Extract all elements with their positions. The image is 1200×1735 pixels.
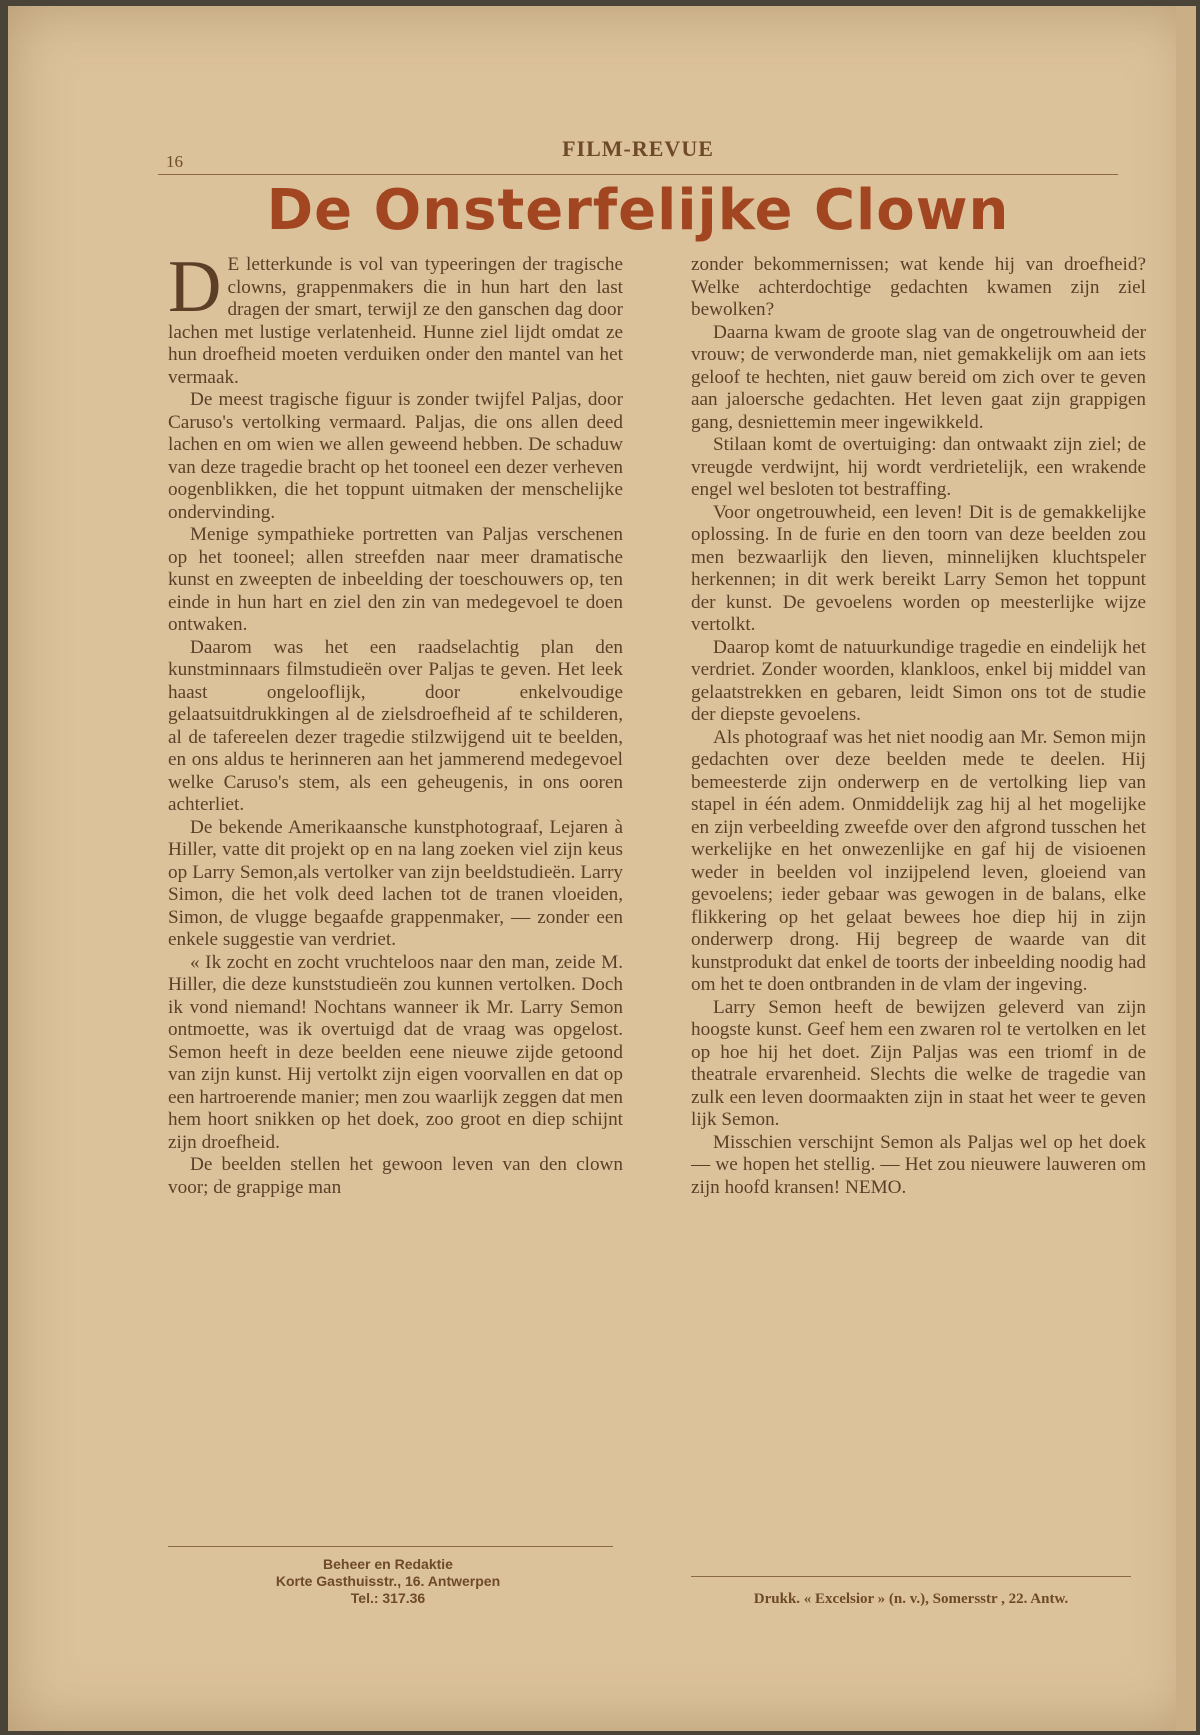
article-paragraph: D E letterkunde is vol van typeeringen der tragische clowns, grappenmakers die in hun hart den last dragen der smart, terwijl ze den ganschen dag door lachen met lustige verlatenheid. Hunne ziel lijdt omdat ze hun droefheid moeten verduiken onder den mantel van het vermaak. [168, 254, 623, 388]
footer-rule-left [168, 1546, 613, 1547]
page-number: 16 [166, 152, 183, 171]
article-column-left [168, 254, 623, 1544]
header-rule [158, 174, 1118, 175]
article-paragraph: Daarop komt de natuurkundige tragedie en eindelijk het verdriet. Zonder woorden, klankloos, enkel bij middel van gelaatstrekken en gebaren, leidt Simon ons tot de studie der diepste gevoelens. [691, 636, 1146, 725]
publisher-address: Korte Gasthuisstr., 16. Antwerpen [275, 1573, 501, 1589]
publisher-info [208, 1556, 568, 1607]
publisher-line: Beheer en Redaktie [323, 1556, 453, 1572]
article-paragraph: De meest tragische figuur is zonder twijfel Paljas, door Caruso's vertolking vermaard. Paljas, die ons allen deed lachen en om wien we allen geweend hebben. De schaduw van deze tragedie bracht op het tooneel een dezer verheven oogenblikken, die het toppunt uitmaken der menschelijke ondervinding. [168, 389, 623, 523]
article-paragraph: Daarna kwam de groote slag van de ongetrouwheid der vrouw; de verwonderde man, niet gemakkelijk om aan iets geloof te hechten, niet gauw bereid om zich over te geven aan jaloersche gedachten. Het leven gaat zijn grappigen gang, desniettemin meer ingewikkeld. [691, 321, 1146, 433]
article-paragraph: Voor ongetrouwheid, een leven! Dit is de gemakkelijke oplossing. In de furie en den toorn van deze beelden zou men bezwaarlijk den lieven, minnelijken kluchtspeler herkennen; in dit werk bereikt Larry Semon het toppunt der kunst. De gevoelens worden op meesterlijke wijze vertolkt. [691, 501, 1146, 635]
publisher-phone: Tel.: 317.36 [350, 1590, 426, 1606]
article-paragraph: Als photograaf was het niet noodig aan Mr. Semon mijn gedachten over deze beelden mede te deelen. Hij bemeesterde zijn onderwerp en de vertolking liep van stapel in één adem. Onmiddelijk zag hij al het mogelijke en zijn verbeelding zweefde over den afgrond tusschen het werkelijke en het onwezenlijke en gaf hij de visioenen weder in beelden vol inzijpelend leven, gloeiend van gevoelens; ieder gebaar was gewogen in de balans, elke flikkering op het gelaat bewees hoe diep hij in zijn onderwerp drong. Hij begreep de waarde van dit kunstprodukt dat enkel de toorts der inbeelding noodig had om het te doen ontbranden in de vlam der ingeving. [691, 726, 1146, 995]
article-paragraph: Misschien verschijnt Semon als Paljas wel op het doek — we hopen het stellig. — Het zou nieuwere lauweren om zijn hoofd kransen! NEMO. [691, 1131, 1146, 1198]
article-paragraph: De beelden stellen het gewoon leven van den clown voor; de grappige man [168, 1154, 623, 1198]
article-paragraph: Menige sympathieke portretten van Paljas verschenen op het tooneel; allen streefden naar meer dramatische kunst en zweepten de inbeelding der toeschouwers op, ten einde in hun hart en ziel den zin van medegevoel te doen ontwaken. [168, 524, 623, 635]
article-paragraph: Larry Semon heeft de bewijzen geleverd van zijn hoogste kunst. Geef hem een zwaren rol te vertolken en let op hoe hij het doet. Zijn Paljas was een triomf in de theatrale ervarenheid. Slechts die welke de tragedie van zulk een leven doormaakten zijn in staat het weer te geven lijk Semon. [691, 996, 1146, 1130]
newspaper-page [8, 6, 1196, 1731]
drop-cap: D [168, 254, 222, 328]
article-paragraph: « Ik zocht en zocht vruchteloos naar den man, zeide M. Hiller, die deze kunststudieën zou kunnen vertolken. Doch ik vond niemand! Nochtans wanneer ik Mr. Larry Semon ontmoette, was ik overtuigd dat de vraag was opgelost. Semon heeft in deze beelden eene nieuwe zijde getoond van zijn kunst. Hij vertolkt zijn eigen voorvallen en dat op een hartroerende manier; men zou waarlijk zeggen dat men hem hoort snikken op het doek, zoo groot en diep schijnt zijn droefheid. [168, 951, 623, 1153]
article-column-right [691, 254, 1146, 1544]
article-headline: De Onsterfelijke Clown [266, 178, 1010, 243]
page-header [158, 134, 1118, 174]
journal-title: FILM-REVUE [562, 136, 714, 161]
page-edge [1176, 6, 1196, 1731]
article-paragraph: Stilaan komt de overtuiging: dan ontwaakt zijn ziel; de vreugde verdwijnt, hij wordt verdrietelijk, een wrakende engel wel besloten tot bestraffing. [691, 434, 1146, 500]
article-paragraph: De bekende Amerikaansche kunstphotograaf, Lejaren à Hiller, vatte dit projekt op en na lang zoeken viel zijn keus op Larry Semon,als vertolker van zijn beeldstudieën. Larry Simon, die het volk deed lachen tot de tranen vloeiden, Simon, de vlugge begaafde grappenmaker, — zonder een enkele suggestie van verdriet. [168, 816, 623, 950]
footer-rule-right [691, 1576, 1131, 1577]
article-paragraph: zonder bekommernissen; wat kende hij van droefheid? Welke achterdochtige gedachten kwamen zijn ziel bewolken? [691, 254, 1146, 320]
article-paragraph: Daarom was het een raadselachtig plan den kunstminnaars filmstudieën over Paljas te geven. Het leek haast ongelooflijk, door enkelvoudige gelaatsuitdrukkingen al de zielsdroefheid af te schilderen, al de tafereelen dezer tragedie stilzwijgend uit te beelden, en ons aldus te herinneren aan het jammerend medegevoel welke Caruso's stem, als een geheugenis, in ons ooren achterliet. [168, 636, 623, 815]
printer-info: Drukk. « Excelsior » (n. v.), Somersstr , 22. Antw. [753, 1591, 1069, 1607]
